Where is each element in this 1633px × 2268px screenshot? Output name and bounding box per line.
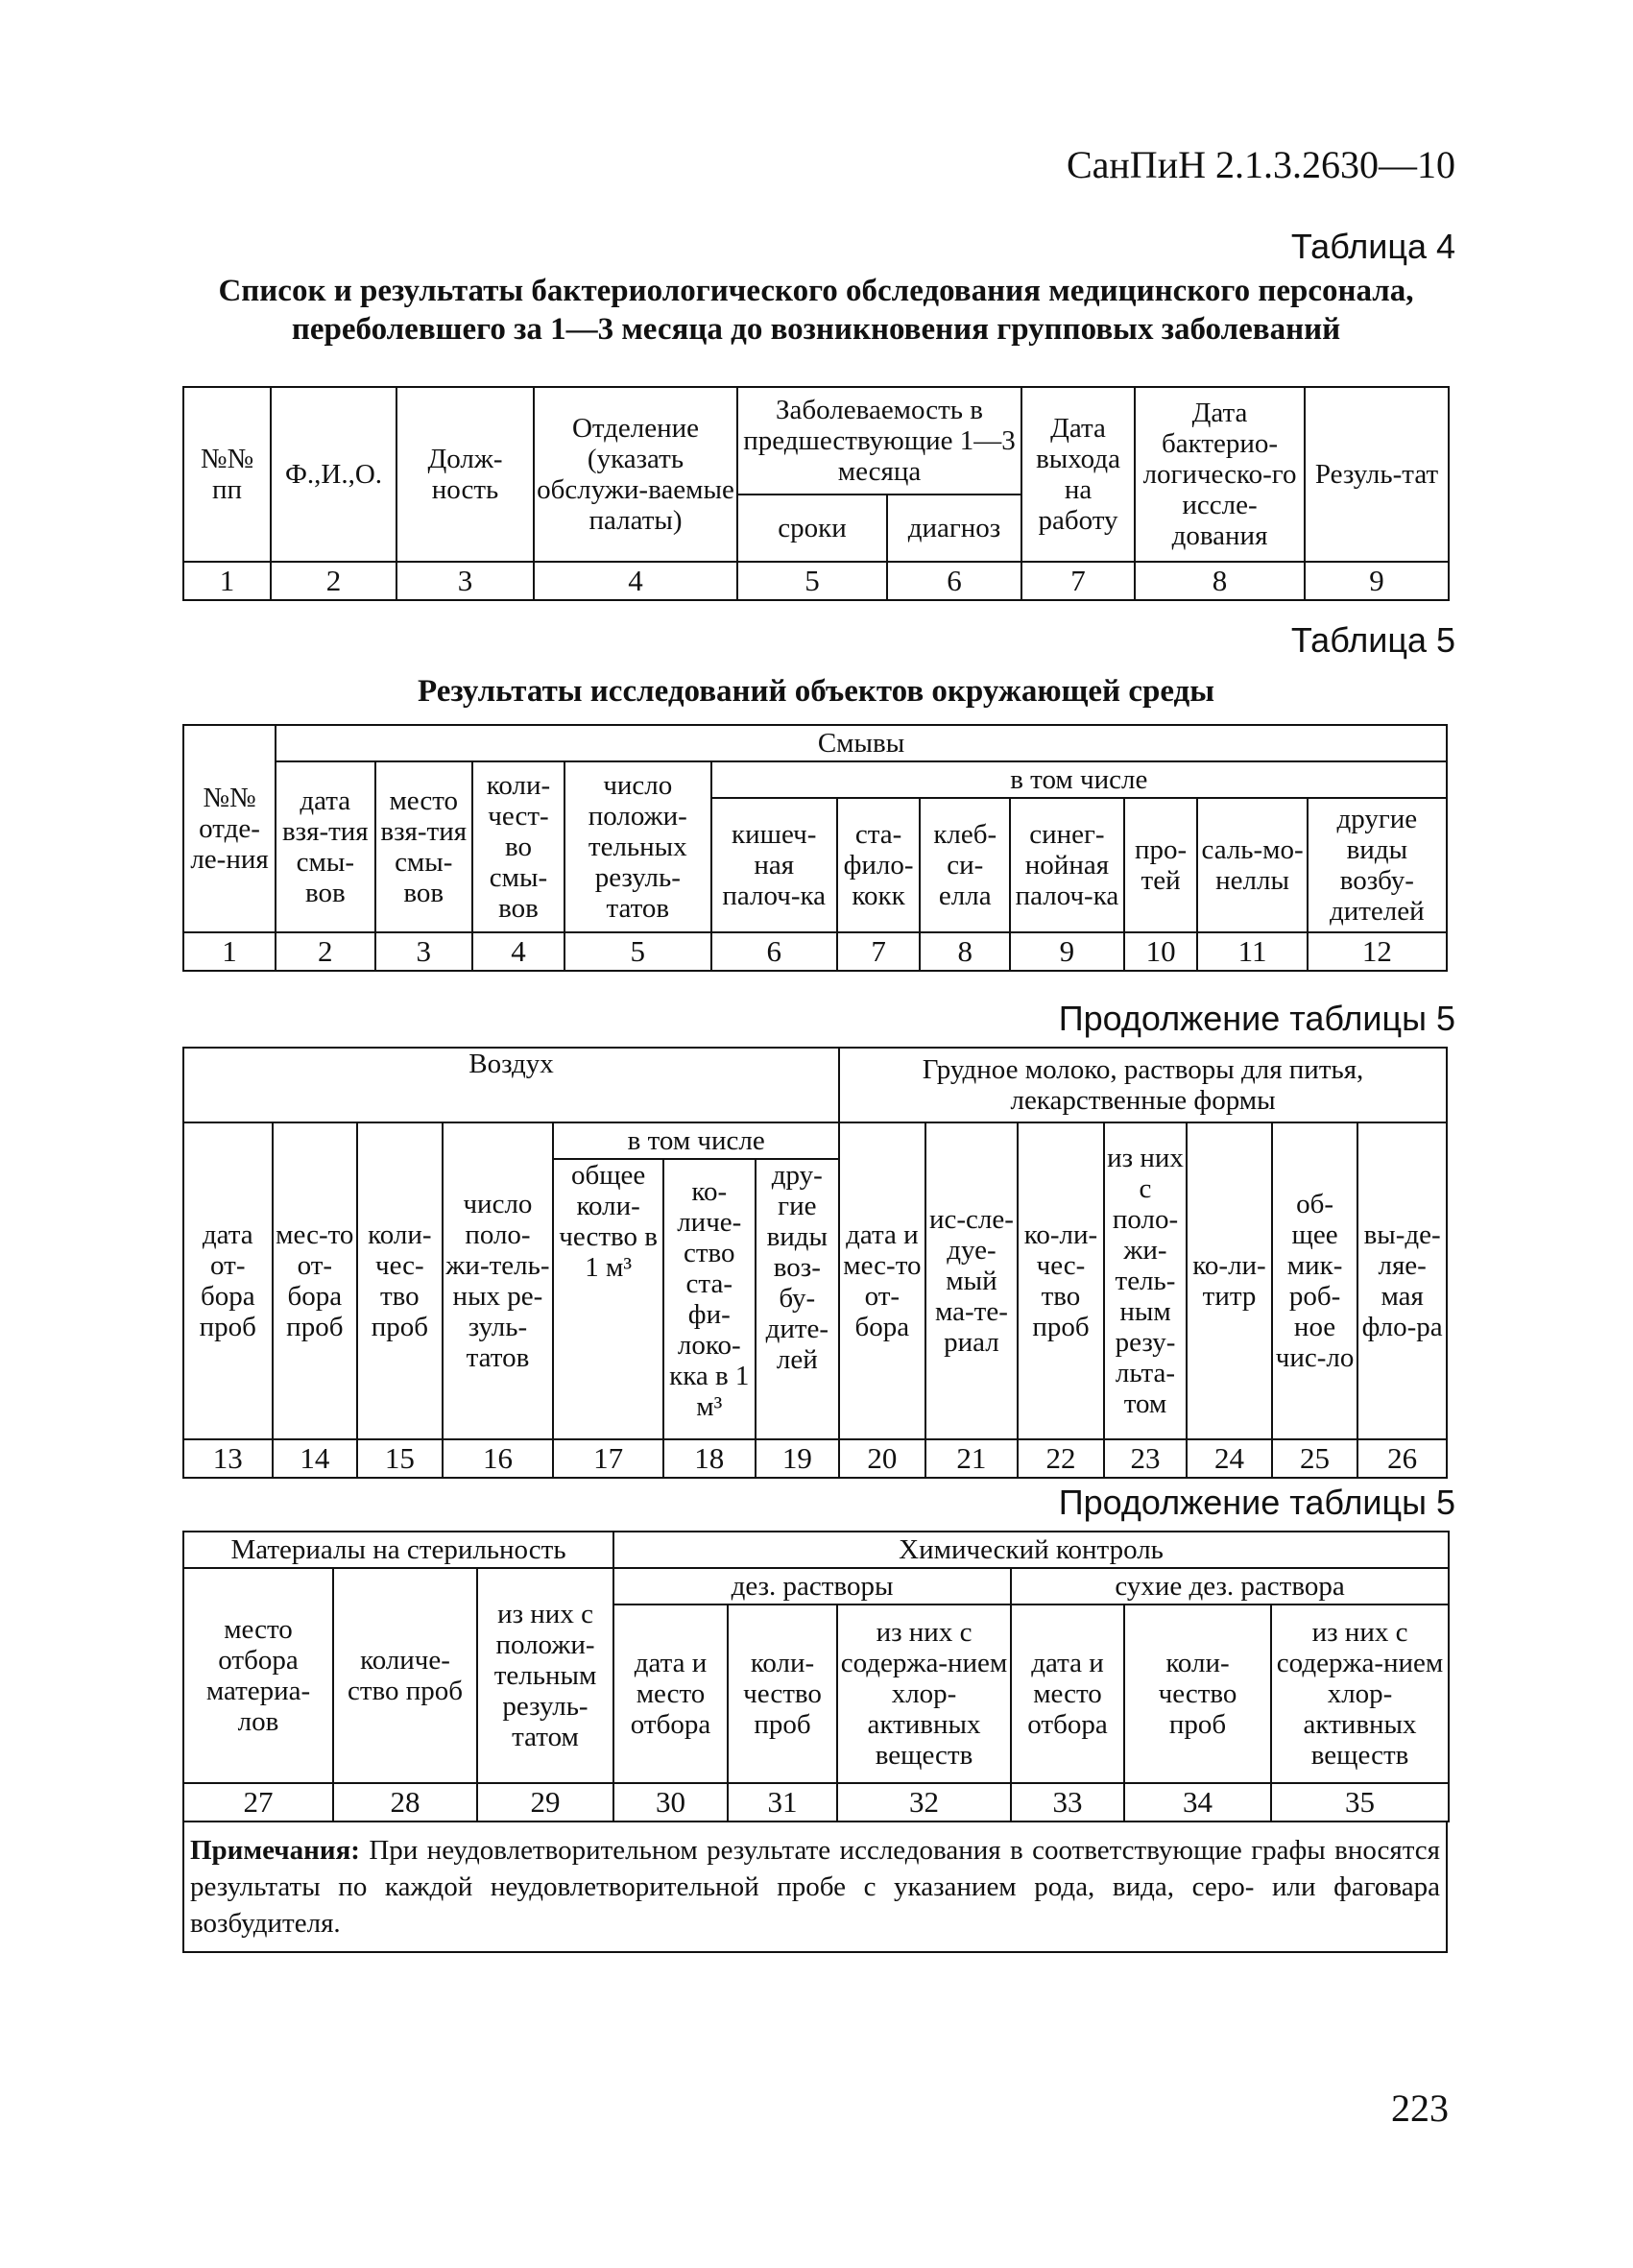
t4-colnum: 1 [183,562,271,600]
t5-colnum: 5 [564,932,711,971]
t5b-header-date-place: дата и мес-то от-бора [839,1122,925,1439]
t5b-colnum: 23 [1104,1439,1188,1478]
t5-header-positive: число положи-тельных резуль-татов [564,761,711,932]
table-note [182,1821,1448,1953]
t5-header-salmonella: саль-мо-неллы [1197,798,1307,932]
t5b-colnum: 21 [925,1439,1019,1478]
t4-colnum: 6 [887,562,1021,600]
t4-colnum: 3 [396,562,534,600]
t5b-header-total-count: общее коли-чество в 1 м³ [553,1159,663,1439]
page-header: СанПиН 2.1.3.2630—10 [1066,143,1455,186]
t5b-header-coli-titer: ко-ли-титр [1187,1122,1272,1439]
table5-cont2-label: Продолжение таблицы 5 [1058,1483,1455,1522]
t5c-header-chlorine-1: из них с содержа-нием хлор-активных веществ [837,1604,1011,1783]
table5-label: Таблица 5 [1290,620,1455,660]
t5-header-klebsiella: клеб-си-елла [920,798,1010,932]
t5-colnum: 6 [711,932,837,971]
t5-colnum: 2 [276,932,375,971]
t5-header-department: №№ отде-ле-ния [183,725,276,932]
t5-colnum: 11 [1197,932,1307,971]
t5b-colnum: 15 [357,1439,443,1478]
t5c-header-sample-count: количе-ство проб [333,1568,477,1783]
t5b-colnum: 25 [1272,1439,1358,1478]
t5c-colnum: 28 [333,1783,477,1822]
t5c-header-chlorine-2: из них с содержа-нием хлор-активных веществ [1271,1604,1449,1783]
t4-header-department: Отделение (указать обслужи-ваемые палаты) [534,387,737,562]
t5-colnum: 1 [183,932,276,971]
t5-colnum: 10 [1124,932,1198,971]
t5c-header-dry-disinfectants: сухие дез. раствора [1011,1568,1449,1604]
t5b-colnum: 14 [273,1439,358,1478]
t4-header-morbidity: Заболеваемость в предшествующие 1—3 месяца [737,387,1021,495]
t5b-header-including: в том числе [553,1122,839,1159]
t4-colnum: 9 [1305,562,1449,600]
t5-colnum: 4 [472,932,564,971]
t4-header-nn: №№ пп [183,387,271,562]
table5-cont1-label: Продолжение таблицы 5 [1058,999,1455,1038]
t5b-header-sample-date: дата от-бора проб [183,1122,273,1439]
t5-header-proteus: про-тей [1124,798,1198,932]
t5c-colnum: 35 [1271,1783,1449,1822]
t5b-header-other-pathogens: дру-гие виды воз-бу-дите-лей [756,1159,840,1439]
t4-header-diagnosis: диагноз [887,495,1021,562]
note-text: При неудовлетворительном результате исследования в соответствующие графы вносятся результаты по каждой неудовлетворительной пробе с указанием рода, вида, серо- или фаговара возбудителя. [190,1835,1441,1939]
t5-header-count: коли-чест-во смы-вов [472,761,564,932]
t4-colnum: 5 [737,562,887,600]
t5c-header-date-place-2: дата и место отбора [1011,1604,1124,1783]
t4-header-return-date: Дата выхода на работу [1021,387,1135,562]
t5c-header-count-2: коли-чество проб [1124,1604,1271,1783]
table5 [182,724,1448,972]
t5-colnum: 9 [1010,932,1123,971]
t5b-colnum: 16 [443,1439,554,1478]
t5b-header-material: ис-сле-дуе-мый ма-те-риал [925,1122,1019,1439]
t5c-colnum: 31 [728,1783,837,1822]
t5-header-including: в том числе [711,761,1447,798]
t5c-colnum: 27 [183,1783,333,1822]
t4-colnum: 4 [534,562,737,600]
t5b-header-air: Воздух [183,1048,839,1122]
t4-header-result: Резуль-тат [1305,387,1449,562]
table5-continuation-2 [182,1531,1450,1822]
t5b-header-sample-count: коли-чес-тво проб [357,1122,443,1439]
t5-colnum: 3 [375,932,472,971]
t5c-header-count-1: коли-чество проб [728,1604,837,1783]
t5b-header-milk: Грудное молоко, растворы для питья, лекарственные формы [839,1048,1447,1122]
t5-header-swabs: Смывы [276,725,1447,761]
t5c-colnum: 30 [613,1783,728,1822]
t5b-colnum: 20 [839,1439,925,1478]
t4-header-test-date: Дата бактерио-логическо-го иссле-дования [1135,387,1305,562]
t5c-colnum: 29 [477,1783,613,1822]
note-label: Примечания: [190,1835,360,1866]
t5-colnum: 12 [1308,932,1447,971]
table5-continuation-1 [182,1047,1448,1479]
t4-header-terms: сроки [737,495,887,562]
page-number: 223 [1391,2087,1449,2130]
t5-header-staph: ста-фило-кокк [837,798,920,932]
t5b-header-flora: вы-де-ляе-мая фло-ра [1357,1122,1447,1439]
t5c-colnum: 34 [1124,1783,1271,1822]
t5-header-other: другие виды возбу-дителей [1308,798,1447,932]
t5c-header-positive: из них с положи-тельным резуль-татом [477,1568,613,1783]
t4-colnum: 8 [1135,562,1305,600]
t4-colnum: 2 [271,562,396,600]
table4-title: Список и результаты бактериологического обследования медицинского персонала, переболевшего за 1—3 месяца до возникновения групповых заболеваний [218,274,1414,347]
t5-header-pseudomonas: синег-нойная палоч-ка [1010,798,1123,932]
t5b-colnum: 26 [1357,1439,1447,1478]
t5c-header-chemical: Химический контроль [613,1532,1449,1568]
t5b-colnum: 17 [553,1439,663,1478]
t5b-header-positive-2: из них с поло-жи-тель-ным резу-льта-том [1104,1122,1188,1439]
t5-header-date: дата взя-тия смы-вов [276,761,375,932]
t5b-header-sample-count-2: ко-ли-чес-тво проб [1018,1122,1104,1439]
table4-label: Таблица 4 [1290,227,1455,266]
t5b-header-staph-count: ко-личе-ство ста-фи-локо-кка в 1 м³ [663,1159,756,1439]
t5-colnum: 8 [920,932,1010,971]
t5c-colnum: 32 [837,1783,1011,1822]
t5b-colnum: 18 [663,1439,756,1478]
t5c-header-disinfectant-solutions: дез. растворы [613,1568,1011,1604]
t4-header-position: Долж-ность [396,387,534,562]
t5b-colnum: 13 [183,1439,273,1478]
t5b-header-positive: число поло-жи-тель-ных ре-зуль-татов [443,1122,554,1439]
t5-header-ecoli: кишеч-ная палоч-ка [711,798,837,932]
t4-header-fio: Ф.,И.,О. [271,387,396,562]
t4-colnum: 7 [1021,562,1135,600]
t5-header-place: место взя-тия смы-вов [375,761,472,932]
t5c-header-sterility: Материалы на стерильность [183,1532,613,1568]
t5b-header-sample-place: мес-то от-бора проб [273,1122,358,1439]
t5b-header-microbial-count: об-щее мик-роб-ное чис-ло [1272,1122,1358,1439]
table4 [182,386,1450,601]
t5b-colnum: 22 [1018,1439,1104,1478]
t5c-header-date-place-1: дата и место отбора [613,1604,728,1783]
t5-colnum: 7 [837,932,920,971]
t5c-colnum: 33 [1011,1783,1124,1822]
t5b-colnum: 19 [756,1439,840,1478]
t5c-header-material-place: место отбора материа-лов [183,1568,333,1783]
table5-title: Результаты исследований объектов окружающей среды [417,674,1214,709]
t5b-colnum: 24 [1187,1439,1272,1478]
